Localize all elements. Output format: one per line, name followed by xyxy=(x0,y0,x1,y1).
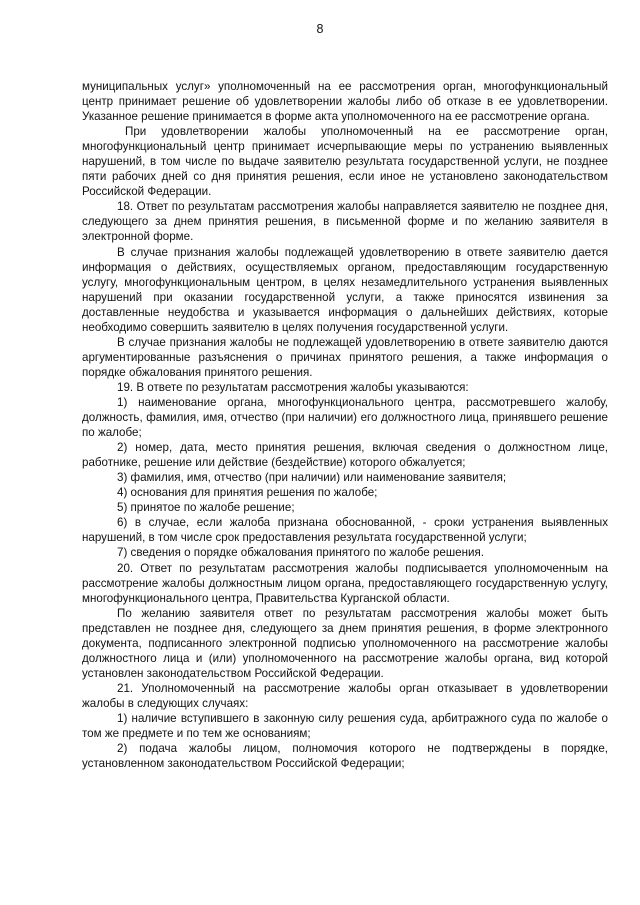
paragraph-21: 21. Уполномоченный на рассмотрение жалобы орган отказывает в удовлетворении жалобы в следующих случаях: xyxy=(82,681,608,710)
list-item-21-1: 1) наличие вступившего в законную силу решения суда, арбитражного суда по жалобе о том же предмете и по тем же основаниям; xyxy=(82,711,608,741)
list-item-19-4: 4) основания для принятия решения по жалобе; xyxy=(117,486,378,500)
paragraph-electronic-answer: По желанию заявителя ответ по результатам рассмотрения жалобы может быть представлен не позднее дня, следующего за днем принятия решения, в форме электронного документа, подписанного электронной подписью уполномоченного на рассмотрение жалобы должностного лица и (или) уполномоченного на рассмотрение жалобы органа, вид которой установлен законодательством Российской Федерации. xyxy=(82,606,608,680)
list-item-19-7: 7) сведения о порядке обжалования принятого по жалобе решения. xyxy=(117,546,484,560)
paragraph-not-recognized: В случае признания жалобы не подлежащей удовлетворению в ответе заявителю даются аргументированные разъяснения о причинах принятого решения, а также информация о порядке обжалования принятого решения. xyxy=(82,335,608,379)
page-number: 8 xyxy=(316,22,324,36)
document-body xyxy=(82,79,608,771)
paragraph-recognized: В случае признания жалобы подлежащей удовлетворению в ответе заявителю дается информация о действиях, осуществляемых органом, предоставляющим государственную услугу, многофункциональным центром, в целях незамедлительного устранения выявленных нарушений при оказании государственной услуги, а также приносятся извинения за доставленные неудобства и указывается информация о дальнейших действиях, которые необходимо совершить заявителю в целях получения государственной услуги. xyxy=(82,245,608,334)
paragraph-20: 20. Ответ по результатам рассмотрения жалобы подписывается уполномоченным на рассмотрение жалобы должностным лицом органа, предоставляющего государственную услугу, многофункционального центра, Правительства Курганской области. xyxy=(82,561,608,605)
paragraph-continuation: муниципальных услуг» уполномоченный на ее рассмотрения орган, многофункциональный центр принимает решение об удовлетворении жалобы либо об отказе в ее удовлетворении. Указанное решение принимается в форме акта уполномоченного на ее рассмотрение органа. xyxy=(82,80,608,124)
list-item-19-3: 3) фамилия, имя, отчество (при наличии) или наименование заявителя; xyxy=(117,471,507,485)
list-item-19-1: 1) наименование органа, многофункционального центра, рассмотревшего жалобу, должность, фамилия, имя, отчество (при наличии) его должностного лица, принявшего решение по жалобе; xyxy=(82,395,608,440)
paragraph-19: 19. В ответе по результатам рассмотрения жалобы указываются: xyxy=(117,380,469,394)
paragraph-complaint-satisfied: При удовлетворении жалобы уполномоченный на ее рассмотрение орган, многофункциональный центр принимает исчерпывающие меры по устранению выявленных нарушений, в том числе по выдаче заявителю результата государственной услуги, не позднее пяти рабочих дней со дня принятия решения, если иное не установлено законодательством Российской Федерации. xyxy=(82,125,608,199)
list-item-19-5: 5) принятое по жалобе решение; xyxy=(117,501,295,515)
list-item-21-2: 2) подача жалобы лицом, полномочия которого не подтверждены в порядке, установленном законодательством Российской Федерации; xyxy=(82,742,608,771)
paragraph-18: 18. Ответ по результатам рассмотрения жалобы направляется заявителю не позднее дня, следующего за днем принятия решения, в письменной форме и по желанию заявителя в электронной форме. xyxy=(82,200,608,244)
list-item-19-2: 2) номер, дата, место принятия решения, включая сведения о должностном лице, работнике, решение или действие (бездействие) которого обжалуется; xyxy=(82,441,608,470)
list-item-19-6: 6) в случае, если жалоба признана обоснованной, - сроки устранения выявленных нарушений, в том числе срок предоставления результата государственной услуги; xyxy=(82,516,608,545)
